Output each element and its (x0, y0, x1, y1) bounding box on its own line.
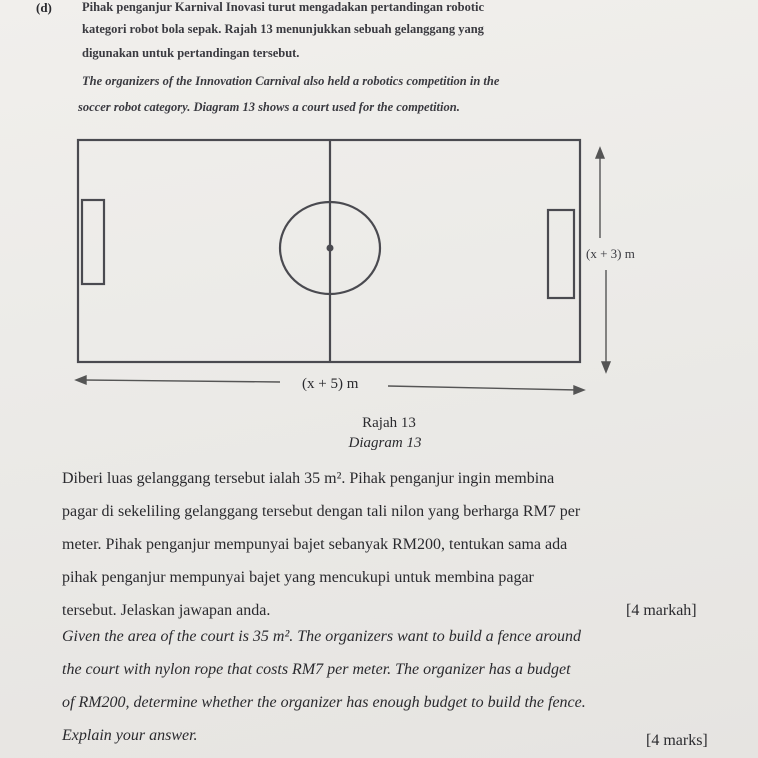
caption-english: Diagram 13 (348, 435, 422, 451)
court-diagram (60, 130, 680, 410)
left-goal-box (82, 200, 104, 284)
english-body-line-3: of RM200, determine whether the organizer has enough budget to build the fence. (62, 694, 586, 711)
malay-body-line-1: Diberi luas gelanggang tersebut ialah 35 m². Pihak penganjur ingin membina (62, 470, 555, 487)
english-question-body (62, 620, 730, 752)
malay-body-line-4: pihak penganjur mempunyai bajet yang mencukupi untuk membina pagar (62, 569, 534, 586)
malay-intro-line-3: digunakan untuk pertandingan tersebut. (82, 46, 300, 60)
english-body-line-4: Explain your answer. (62, 727, 198, 744)
malay-body-line-3: meter. Pihak penganjur mempunyai bajet sebanyak RM200, tentukan sama ada (62, 536, 568, 553)
caption-malay: Rajah 13 (362, 415, 416, 431)
width-arrowhead-left (76, 376, 86, 384)
height-arrowhead-top (596, 148, 604, 158)
english-marks: [4 marks] (646, 732, 708, 749)
width-arrowhead-right (574, 386, 584, 394)
english-body-line-1: Given the area of the court is 35 m². The organizers want to build a fence around (62, 628, 581, 645)
malay-marks: [4 markah] (626, 602, 697, 619)
width-label: (x + 5) m (302, 376, 359, 392)
centre-spot (327, 245, 334, 252)
width-arrow-left (82, 380, 280, 382)
height-label: (x + 3) m (586, 246, 635, 261)
malay-intro-line-1: Pihak penganjur Karnival Inovasi turut mengadakan pertandingan robotic (82, 0, 485, 14)
english-intro-line-2: soccer robot category. Diagram 13 shows a court used for the competition. (78, 100, 460, 114)
english-body-line-2: the court with nylon rope that costs RM7 per meter. The organizer has a budget (62, 661, 571, 678)
right-goal-box (548, 210, 574, 298)
english-intro-line-1: The organizers of the Innovation Carnival also held a robotics competition in the (82, 74, 500, 88)
malay-body-line-5: tersebut. Jelaskan jawapan anda. (62, 602, 271, 619)
height-arrowhead-bottom (602, 362, 610, 372)
question-label: (d) (36, 0, 52, 15)
malay-body-line-2: pagar di sekeliling gelanggang tersebut dengan tali nilon yang berharga RM7 per (62, 503, 581, 520)
malay-intro-line-2: kategori robot bola sepak. Rajah 13 menunjukkan sebuah gelanggang yang (82, 22, 484, 36)
width-arrow-right (388, 386, 578, 390)
